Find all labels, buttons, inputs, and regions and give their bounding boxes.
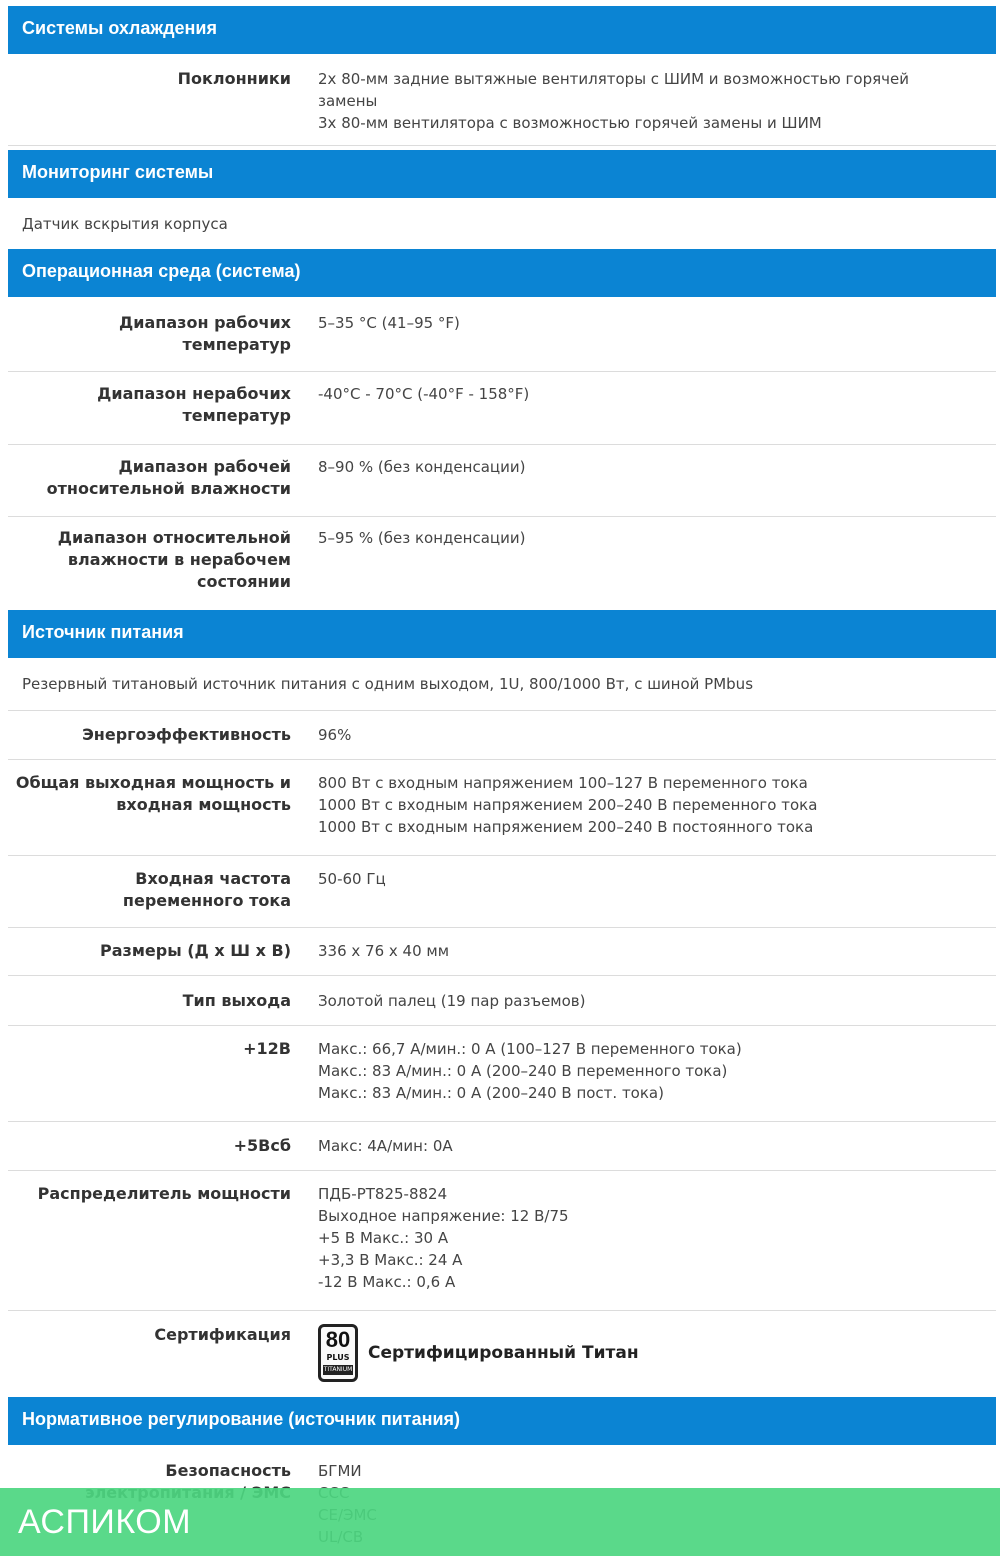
value-line: Макс.: 83 А/мин.: 0 А (200–240 В пост. тока): [318, 1084, 664, 1102]
spec-label: Распределитель мощности: [37, 1184, 291, 1203]
value-line: БГМИ: [318, 1462, 362, 1480]
spec-value: 50-60 Гц: [318, 870, 386, 888]
badge-plus: PLUS: [326, 1353, 350, 1362]
spec-label: Диапазон рабочих температур: [119, 313, 291, 354]
value-line: замены: [318, 92, 378, 110]
spec-text: Датчик вскрытия корпуса: [22, 215, 228, 233]
spec-row-pdb: [8, 1183, 996, 1311]
spec-value: [318, 1183, 978, 1293]
section-header-power: Источник питания: [8, 610, 996, 658]
spec-row-5vsb: [8, 1135, 996, 1171]
spec-row-op-temp: [8, 312, 996, 372]
spec-value: 96%: [318, 726, 352, 744]
spec-label: Размеры (Д x Ш x В): [100, 941, 291, 960]
section-header-environment: Операционная среда (система): [8, 249, 996, 297]
value-line: 800 Вт с входным напряжением 100–127 В переменного тока: [318, 774, 808, 792]
spec-label: +12В: [243, 1039, 291, 1058]
spec-value: 5–95 % (без конденсации): [318, 529, 526, 547]
spec-value: 5–35 °C (41–95 °F): [318, 314, 460, 332]
spec-row-input-frequency: [8, 868, 996, 928]
spec-label: Общая выходная мощность и входная мощность: [15, 773, 291, 814]
spec-row-efficiency: [8, 724, 996, 760]
value-line: Выходное напряжение: 12 В/75: [318, 1207, 569, 1225]
spec-value: [318, 772, 978, 838]
80-plus-titanium-badge: [318, 1324, 358, 1382]
value-line: 3x 80-мм вентилятора с возможностью горячей замены и ШИМ: [318, 114, 822, 132]
spec-value: 336 x 76 x 40 мм: [318, 942, 450, 960]
value-line: 2x 80-мм задние вытяжные вентиляторы с ШИМ и возможностью горячей: [318, 70, 909, 88]
spec-row-fans: [8, 68, 996, 146]
spec-label: Диапазон относительной влажности в нерабочем состоянии: [57, 528, 291, 591]
spec-row-nonop-temp: [8, 383, 996, 445]
badge-number: 80: [325, 1327, 351, 1352]
spec-text: Резервный титановый источник питания с одним выходом, 1U, 800/1000 Вт, с шиной PMbus: [22, 675, 754, 693]
value-line: ПДБ-PT825-8824: [318, 1185, 448, 1203]
spec-value: Макс: 4А/мин: 0А: [318, 1137, 453, 1155]
certification-text: Сертифицированный Титан: [368, 1343, 639, 1363]
value-line: 1000 Вт с входным напряжением 200–240 В переменного тока: [318, 796, 818, 814]
badge-tier: TITANIUM: [323, 1366, 353, 1373]
watermark-banner: [0, 1488, 1000, 1556]
spec-row-dimensions: [8, 940, 996, 976]
spec-value: -40°C - 70°C (-40°F - 158°F): [318, 385, 530, 403]
value-line: +5 В Макс.: 30 А: [318, 1229, 449, 1247]
spec-value: [318, 1038, 978, 1104]
value-line: 1000 Вт с входным напряжением 200–240 В постоянного тока: [318, 818, 814, 836]
value-line: Макс.: 83 А/мин.: 0 А (200–240 В переменного тока): [318, 1062, 728, 1080]
value-line: +3,3 В Макс.: 24 А: [318, 1251, 463, 1269]
spec-row-op-humidity: [8, 456, 996, 517]
watermark-text: АСПИКОМ: [18, 1503, 192, 1541]
spec-row-intrusion: [8, 213, 996, 243]
spec-row-nonop-humidity: [8, 527, 996, 603]
spec-label: Сертификация: [154, 1325, 291, 1344]
spec-row-output-type: [8, 990, 996, 1026]
spec-value: [318, 68, 978, 134]
spec-label: Энергоэффективность: [82, 725, 291, 744]
spec-label: Диапазон рабочей относительной влажности: [46, 457, 291, 498]
section-header-cooling: Системы охлаждения: [8, 6, 996, 54]
spec-label: +5Всб: [233, 1136, 291, 1155]
spec-row-certification: [8, 1324, 996, 1390]
spec-label: Поклонники: [177, 69, 291, 88]
spec-row-psu-summary: [8, 673, 996, 711]
spec-row-output-power: [8, 772, 996, 856]
value-line: -12 В Макс.: 0,6 А: [318, 1273, 456, 1291]
spec-label: Тип выхода: [182, 991, 291, 1010]
value-line: Макс.: 66,7 А/мин.: 0 А (100–127 В переменного тока): [318, 1040, 742, 1058]
spec-value: 8–90 % (без конденсации): [318, 458, 526, 476]
spec-row-12v: [8, 1038, 996, 1122]
spec-label: Диапазон нерабочих температур: [97, 384, 291, 425]
section-header-regulatory: Нормативное регулирование (источник питания): [8, 1397, 996, 1445]
section-header-monitoring: Мониторинг системы: [8, 150, 996, 198]
spec-label: Безопасность: [165, 1461, 291, 1480]
spec-label: Входная частота переменного тока: [122, 869, 291, 910]
spec-value: Золотой палец (19 пар разъемов): [318, 992, 586, 1010]
